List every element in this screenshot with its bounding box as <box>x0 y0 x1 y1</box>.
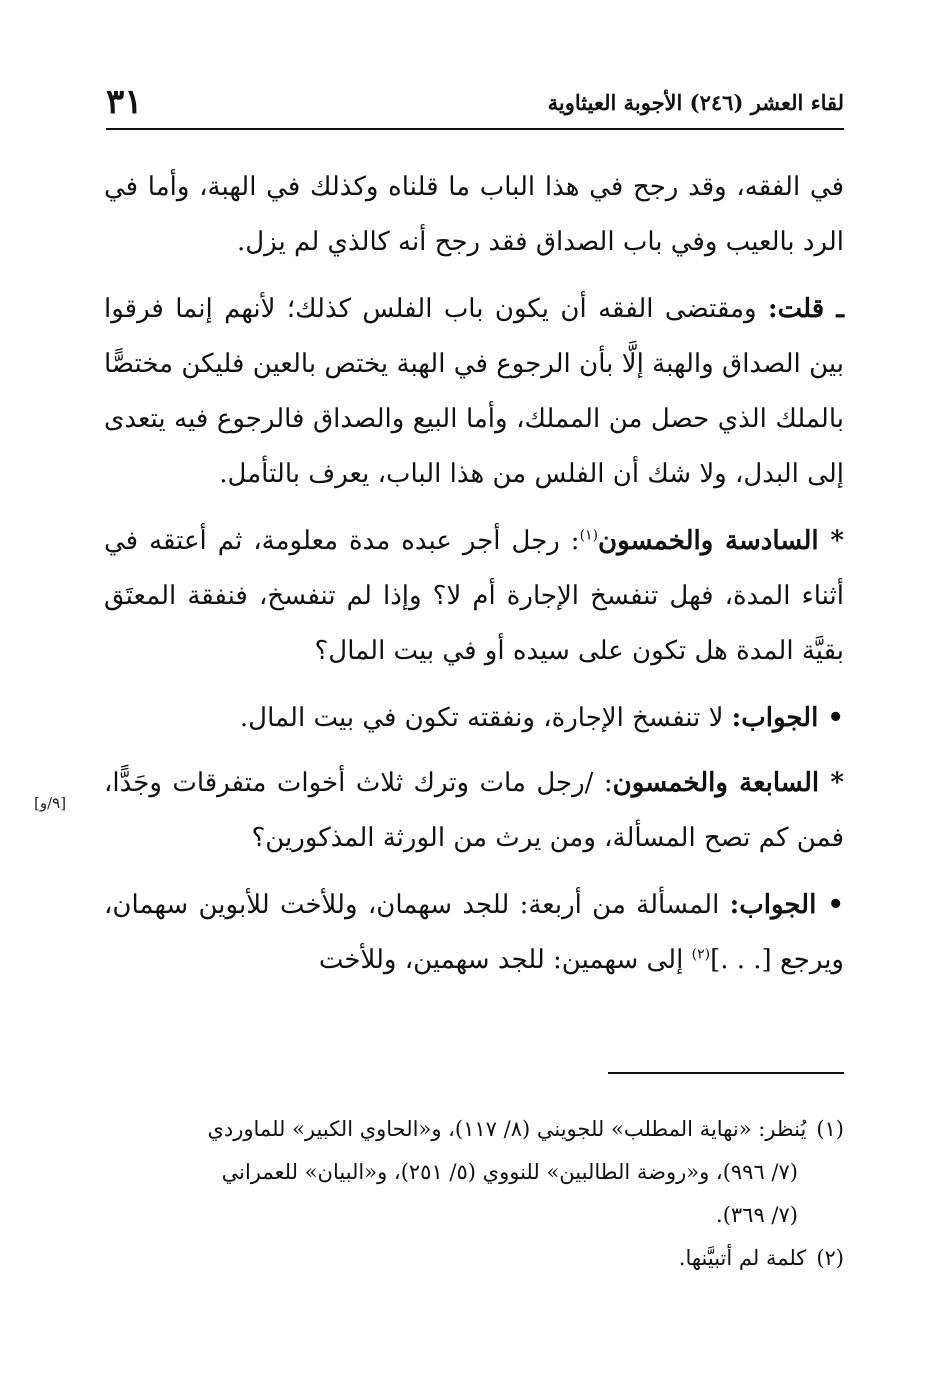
body-text <box>104 160 844 1000</box>
answer-56 <box>104 691 844 746</box>
footnotes <box>104 1108 844 1280</box>
footnote-1-line-3 <box>104 1194 844 1237</box>
footnote-text: كلمة لم أتبيَّنها. <box>678 1246 807 1270</box>
answer-text: لا تنفسخ الإجارة، ونفقته تكون في بيت المال. <box>239 703 732 733</box>
question-text: : /رجل مات وترك ثلاث أخوات متفرقات وجَدًّا، فمن كم تصح المسألة، ومن يرث من الورثة المذكورين؟ <box>104 768 844 853</box>
question-heading: * السابعة والخمسون <box>612 768 844 798</box>
footnote-text: (٧/ ٩٩٦)، و«روضة الطالبين» للنووي (٥/ ٢٥١)، و«البيان» للعمراني <box>221 1160 798 1184</box>
footnote-1-line-2 <box>104 1151 844 1194</box>
footnote-text: (٧/ ٣٦٩). <box>716 1203 798 1227</box>
paragraph-text: ومقتضى الفقه أن يكون باب الفلس كذلك؛ لأنهم إنما فرقوا بين الصداق والهبة إلَّا بأن الرجوع في الهبة يختص بالعين فليكن مختصًّا بالملك الذي حصل من المملك، وأما البيع والصداق فالرجوع فيه يتعدى إلى البدل، ولا شك أن الفلس من هذا الباب، يعرف بالتأمل. <box>104 294 844 489</box>
footnote-ref-1: (١) <box>579 527 599 544</box>
question-57 <box>104 756 844 866</box>
paragraph-text: في الفقه، وقد رجح في هذا الباب ما قلناه وكذلك في الهبة، وأما في الرد بالعيب وفي باب الصداق فقد رجح أنه كالذي لم يزل. <box>104 172 844 257</box>
page-header <box>106 78 844 130</box>
footnote-number: (٢) <box>816 1246 844 1270</box>
paragraph-lead: ـ قلت: <box>768 294 844 324</box>
footnote-divider <box>608 1072 844 1074</box>
answer-heading: • الجواب: <box>731 703 844 733</box>
paragraph-qult <box>104 282 844 502</box>
footnote-number: (١) <box>816 1117 844 1141</box>
answer-text-cont: إلى سهمين: للجد سهمين، وللأخت <box>318 945 692 975</box>
footnote-ref-2: (٢) <box>691 946 711 963</box>
running-title: لقاء العشر (٢٤٦) الأجوبة العيثاوية <box>547 90 844 115</box>
answer-57 <box>104 878 844 988</box>
footnote-1 <box>104 1108 844 1151</box>
manuscript-folio-marker: [٩/و] <box>34 794 67 812</box>
page-number: ٣١ <box>106 82 143 122</box>
paragraph-1 <box>104 160 844 270</box>
footnote-text: يُنظر: «نهاية المطلب» للجويني (٨/ ١١٧)، و«الحاوي الكبير» للماوردي <box>207 1117 807 1141</box>
question-text: : رجل أجر عبده مدة معلومة، ثم أعتقه في أثناء المدة، فهل تنفسخ الإجارة أم لا؟ وإذا لم تنفسخ، فنفقة المعتَق بقيَّة المدة هل تكون على سيده أو في بيت المال؟ <box>104 526 844 666</box>
answer-text: المسألة من أربعة: للجد سهمان، وللأخت للأبوين سهمان، ويرجع [. . .] <box>104 890 844 975</box>
question-56 <box>104 514 844 679</box>
answer-heading: • الجواب: <box>729 890 845 920</box>
footnote-2 <box>104 1237 844 1280</box>
question-heading: * السادسة والخمسون <box>598 526 845 556</box>
